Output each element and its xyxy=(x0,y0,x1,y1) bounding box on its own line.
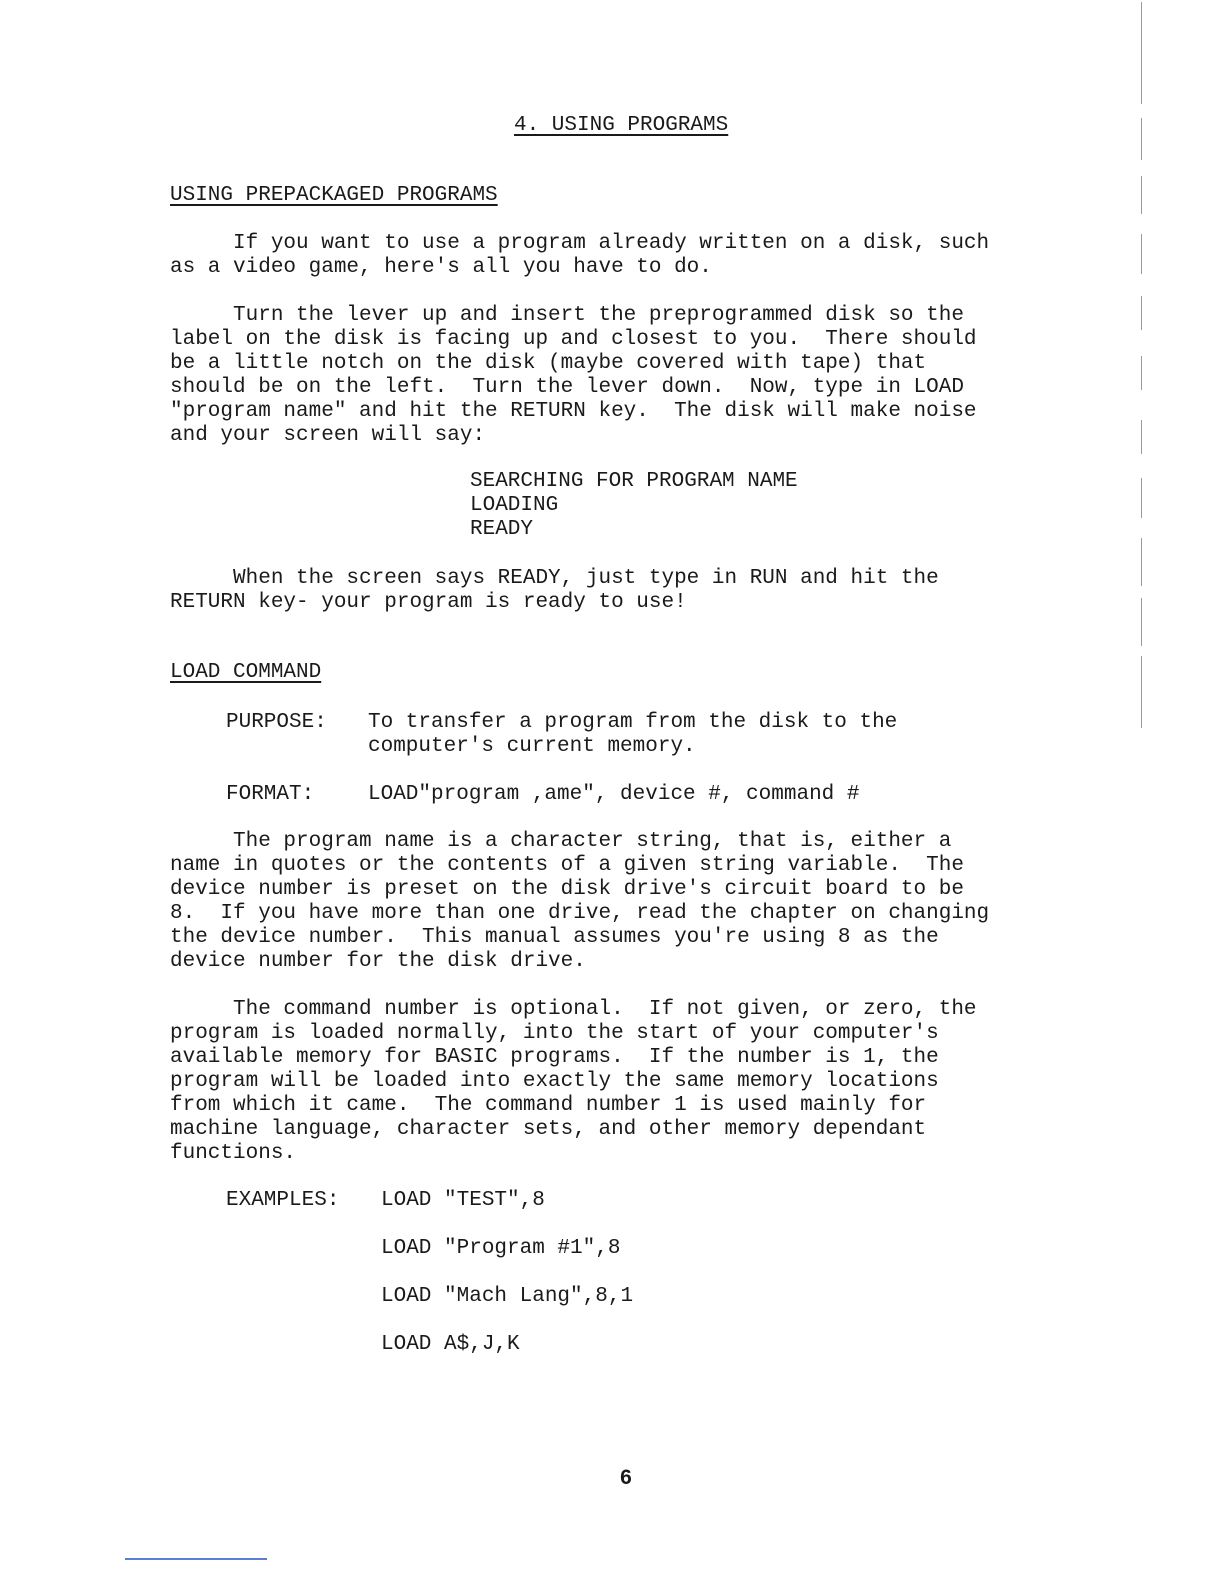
scan-margin-line xyxy=(1141,656,1142,728)
text-line: RETURN key- your program is ready to use! xyxy=(170,591,687,614)
text-line: The program name is a character string, that is, either a xyxy=(170,830,952,853)
format-label: FORMAT: xyxy=(226,783,315,806)
text-line: as a video game, here's all you have to do. xyxy=(170,256,712,279)
format-text: LOAD"program ,ame", device #, command # xyxy=(368,783,860,806)
text-line: device number is preset on the disk drive's circuit board to be xyxy=(170,878,964,901)
text-line: 8. If you have more than one drive, read the chapter on changing xyxy=(170,902,990,925)
section-heading-load-command: LOAD COMMAND xyxy=(170,661,322,684)
text-line: available memory for BASIC programs. If the number is 1, the xyxy=(170,1046,939,1069)
purpose-text-line: computer's current memory. xyxy=(368,735,696,758)
text-line: program is loaded normally, into the start of your computer's xyxy=(170,1022,939,1045)
purpose-label: PURPOSE: xyxy=(226,711,327,734)
scan-margin-line xyxy=(1141,118,1142,160)
example-line: LOAD "Mach Lang",8,1 xyxy=(381,1285,634,1308)
text-line: "program name" and hit the RETURN key. The disk will make noise xyxy=(170,400,977,423)
scan-margin-line xyxy=(1141,176,1142,214)
scan-margin-line xyxy=(1141,2,1142,104)
text-line: Turn the lever up and insert the preprogrammed disk so the xyxy=(170,304,964,327)
scan-margin-line xyxy=(1141,478,1142,518)
text-line: the device number. This manual assumes you're using 8 as the xyxy=(170,926,939,949)
example-line: LOAD "Program #1",8 xyxy=(381,1237,621,1260)
screen-line: LOADING xyxy=(470,494,559,517)
examples-label: EXAMPLES: xyxy=(226,1189,340,1212)
text-line: If you want to use a program already written on a disk, such xyxy=(170,232,990,255)
purpose-text-line: To transfer a program from the disk to the xyxy=(368,711,898,734)
scan-margin-line xyxy=(1141,538,1142,586)
scan-margin-line xyxy=(1141,598,1142,646)
text-line: from which it came. The command number 1 is used mainly for xyxy=(170,1094,927,1117)
screen-line: READY xyxy=(470,518,534,541)
section-heading-prepackaged: USING PREPACKAGED PROGRAMS xyxy=(170,184,498,207)
text-line: name in quotes or the contents of a given string variable. The xyxy=(170,854,964,877)
scan-margin-line xyxy=(1141,356,1142,390)
scan-margin-line xyxy=(1141,234,1142,274)
scan-margin-line xyxy=(1141,296,1142,330)
text-line: The command number is optional. If not given, or zero, the xyxy=(170,998,977,1021)
screen-line: SEARCHING FOR PROGRAM NAME xyxy=(470,470,798,493)
example-line: LOAD "TEST",8 xyxy=(381,1189,545,1212)
text-line: be a little notch on the disk (maybe covered with tape) that xyxy=(170,352,927,375)
text-line: device number for the disk drive. xyxy=(170,950,586,973)
text-line: and your screen will say: xyxy=(170,424,486,447)
text-line: label on the disk is facing up and closest to you. There should xyxy=(170,328,977,351)
text-line: should be on the left. Turn the lever down. Now, type in LOAD xyxy=(170,376,964,399)
text-line: When the screen says READY, just type in RUN and hit the xyxy=(170,567,939,590)
page-number: 6 xyxy=(620,1466,632,1489)
scan-artifact-line xyxy=(125,1558,267,1560)
example-line: LOAD A$,J,K xyxy=(381,1333,520,1356)
text-line: machine language, character sets, and other memory dependant xyxy=(170,1118,927,1141)
text-line: program will be loaded into exactly the same memory locations xyxy=(170,1070,939,1093)
scan-margin-line xyxy=(1141,420,1142,454)
chapter-title: 4. USING PROGRAMS xyxy=(514,114,729,137)
text-line: functions. xyxy=(170,1142,297,1165)
